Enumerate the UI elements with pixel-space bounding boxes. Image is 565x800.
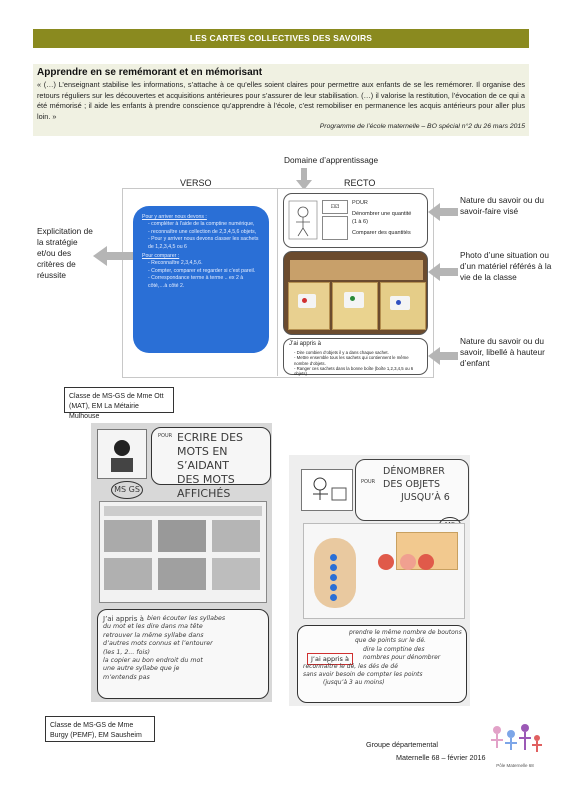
- verso-label: VERSO: [180, 178, 212, 188]
- recto-bottom-box: [283, 338, 428, 375]
- counting-photo: [303, 523, 465, 619]
- quote-box: [33, 64, 529, 136]
- photo-right: POUR DÉNOMBRER DES OBJETS JUSQU’À 6 J’ai appris à prendre le même nombre de boutons que de points sur le dé. dire la comptine des nombres pour dénombrer reconnaître le dé, les dés de dé sans avoir besoin de compter les points (jusqu’à 3 au moins): [289, 455, 470, 706]
- left-photo-title: ECRIRE DES MOTS EN S’AIDANT DES MOTS AFFICHÉS: [177, 431, 244, 500]
- footer-date: Maternelle 68 – février 2016: [396, 753, 486, 762]
- verso-card: [133, 206, 269, 353]
- quote-text: « (…) L’enseignant stabilise les informations, s’attache à ce qu’elles soient claires pour permettre aux enfants de se les remémorer. Il organise des retours réguliers sur les découvertes et acquisitions antérieures pour s’assurer de leur stabilisation. (…) il valorise la restitution, l’évocation de ce qui a été mémorisé ; il aide les enfants à prendre conscience qu’apprendre à l’école, c’est remobiliser en permanence les acquis antérieurs pour aller plus loin. »: [37, 80, 525, 121]
- recto-label: RECTO: [344, 178, 376, 188]
- child-portrait-icon: [97, 429, 147, 479]
- card-divider: [277, 188, 278, 376]
- verso-heading-2: Pour comparer :: [142, 253, 180, 260]
- verso-item: - Correspondance terme à terme .. ex 2 à côté,…à côté 2.: [148, 275, 244, 289]
- children-logo-icon: [487, 722, 543, 758]
- right-label-child: Nature du savoir ou du savoir, libellé à hauteur d’enfant: [460, 336, 545, 368]
- right-appris-lines: prendre le même nombre de boutons que de points sur le dé. dire la comptine des nombres pour dénombrer reconnaître le dé, les dés de dé sans avoir besoin de compter les points (jusqu’à 3 au moins): [303, 629, 462, 687]
- right-label-photo: Photo d’une situation ou d’un matériel référés à la vie de la classe: [460, 250, 552, 282]
- recto-appris-list: - Dire combien d’objets il y a dans chaque sachet. - Mettre ensemble tous les sachets qui contiennent le même nombre d’objets. - Ranger ces sachets dans la bonne boîte (boîte 1,2,3,4,5 ou 6 objets): [294, 350, 414, 377]
- caption-burgy: Classe de MS-GS de Mme Burgy (PEMF), EM Sausheim: [45, 716, 155, 742]
- word-grid: [99, 501, 267, 603]
- kids-drawing-icon: [322, 216, 348, 240]
- dice-icon: ⚀⚁: [322, 200, 348, 214]
- left-appris-title: J’ai appris à: [103, 615, 144, 623]
- right-arrow-icon-2: [428, 263, 458, 281]
- left-explanation-label: Explicitation de la stratégie et/ou des critères de réussite: [37, 226, 93, 280]
- recto-top-box: [283, 193, 428, 248]
- quote-title: Apprendre en se remémorant et en mémorisant: [37, 67, 263, 78]
- right-arrow-icon-3: [428, 347, 458, 365]
- child-figure-icon: [301, 469, 353, 511]
- domaine-arrow-icon: [296, 168, 312, 190]
- right-appris-title: J’ai appris à: [307, 653, 353, 665]
- domaine-label: Domaine d’apprentissage: [284, 155, 379, 165]
- left-arrow-icon: [93, 246, 133, 266]
- right-label-nature: Nature du savoir ou du savoir-faire visé: [460, 195, 544, 216]
- verso-item: - Compter, comparer et regarder si c’est pareil.: [148, 267, 256, 274]
- verso-item: - compléter à l’aide de la comptine numérique,: [148, 221, 255, 228]
- recto-pour: POUR: [352, 200, 368, 206]
- caption-ott: Classe de MS-GS de Mme Ott (MAT), EM La Métairie Mulhouse: [64, 387, 174, 413]
- right-arrow-icon-1: [428, 203, 458, 221]
- child-drawing-icon: [288, 200, 318, 240]
- footer-group: Groupe départemental: [366, 740, 438, 749]
- recto-appris-title: J’ai appris à: [289, 341, 322, 347]
- quote-source: Programme de l’école maternelle – BO spécial n°2 du 26 mars 2015: [319, 123, 525, 131]
- photo-left: POUR ECRIRE DES MOTS EN S’AIDANT DES MOTS AFFICHÉS MS GS J’ai appris à bien écouter les syllabes du mot et les dire dans ma tête retrouver la même syllabe dans d’autres mots connus et l’entourer (les 1, 2... fois) la copier au bon endroit du mot une autre syllabe que je m’entends pas: [91, 423, 272, 702]
- pole-maternelle-logo: [487, 722, 543, 766]
- verso-item: - reconnaître une collection de 2,3,4,5,6 objets,: [148, 228, 257, 235]
- verso-item: - Pour y arriver nous devons classer les sachets de 1,2,3,4,5 ou 6: [148, 236, 259, 250]
- logo-text: Pôle Maternelle 68: [496, 763, 534, 768]
- badge-ms-gs: MS GS: [111, 481, 143, 499]
- right-photo-title: DÉNOMBRER DES OBJETS JUSQU’À 6: [383, 466, 450, 503]
- recto-photo: [283, 251, 428, 335]
- page-banner: LES CARTES COLLECTIVES DES SAVOIRS: [33, 29, 529, 48]
- verso-heading-1: Pour y arriver nous devons :: [142, 214, 207, 220]
- verso-item: - Reconnaître 2,3,4,5,6.: [148, 260, 203, 267]
- recto-top-text: Dénombrer une quantité (1 à 6) Comparer des quantités: [352, 211, 412, 236]
- left-appris-lines: bien écouter les syllabes du mot et les dire dans ma tête retrouver la même syllabe dans d’autres mots connus et l’entourer (les 1, 2... fois) la copier au bon endroit du mot une autre syllabe que je m’entends pas: [103, 615, 226, 681]
